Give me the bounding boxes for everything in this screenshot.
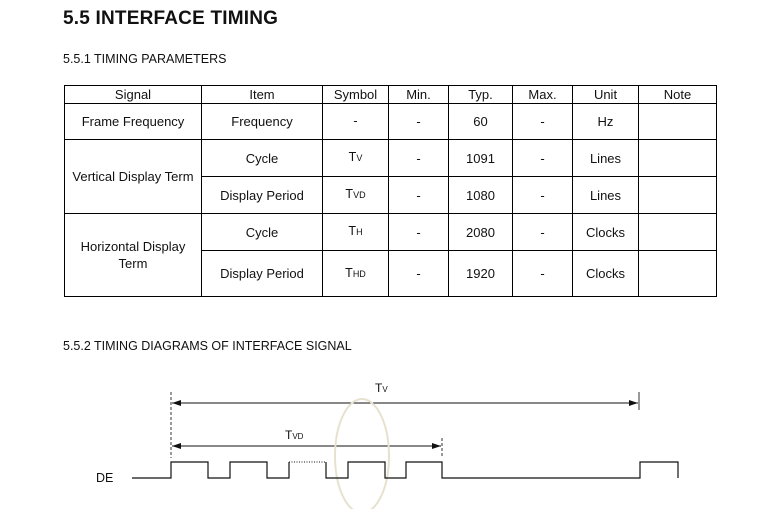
item-cell: Display Period <box>202 251 323 297</box>
min-cell: - <box>389 140 449 177</box>
item-cell: Display Period <box>202 177 323 214</box>
min-cell: - <box>389 177 449 214</box>
header-max: Max. <box>513 86 573 104</box>
item-cell: Cycle <box>202 140 323 177</box>
header-symbol: Symbol <box>323 86 389 104</box>
tv-label <box>375 381 388 395</box>
header-unit: Unit <box>573 86 639 104</box>
symbol-subscript: HD <box>352 268 366 279</box>
typ-cell: 2080 <box>449 214 513 251</box>
unit-cell: Hz <box>573 104 639 140</box>
typ-cell: 1091 <box>449 140 513 177</box>
tvd-arrow <box>172 443 441 449</box>
item-cell: Frequency <box>202 104 323 140</box>
header-typ: Typ. <box>449 86 513 104</box>
unit-cell: Lines <box>573 177 639 214</box>
typ-cell: 1920 <box>449 251 513 297</box>
header-note: Note <box>639 86 717 104</box>
signal-cell: Horizontal Display Term <box>65 214 202 297</box>
tvd-label-main: T <box>285 428 293 442</box>
unit-cell: Clocks <box>573 251 639 297</box>
tv-label-main: T <box>375 381 383 395</box>
unit-cell: Clocks <box>573 214 639 251</box>
tv-arrow <box>172 400 638 406</box>
symbol-subscript: V <box>356 153 363 163</box>
highlight-ellipse <box>335 399 389 509</box>
symbol-text: T <box>345 265 353 280</box>
de-waveform-continued <box>326 462 678 478</box>
min-cell: - <box>389 214 449 251</box>
max-cell: - <box>513 104 573 140</box>
symbol-text: T <box>348 150 357 164</box>
section-title: 5.5 INTERFACE TIMING <box>63 8 279 29</box>
header-signal: Signal <box>65 86 202 104</box>
symbol-subscript: H <box>356 227 363 237</box>
symbol-text: T <box>348 224 357 238</box>
typ-cell: 60 <box>449 104 513 140</box>
subsection-title-timing-diagrams: 5.5.2 TIMING DIAGRAMS OF INTERFACE SIGNAL <box>63 339 352 353</box>
min-cell: - <box>389 251 449 297</box>
item-cell: Cycle <box>202 214 323 251</box>
de-label: DE <box>96 471 114 485</box>
symbol-subscript: VD <box>353 190 366 200</box>
max-cell: - <box>513 177 573 214</box>
signal-cell: Frame Frequency <box>65 104 202 140</box>
max-cell: - <box>513 251 573 297</box>
symbol-text: T <box>345 187 354 201</box>
min-cell: - <box>389 104 449 140</box>
de-waveform <box>132 462 289 478</box>
unit-cell: Lines <box>573 140 639 177</box>
max-cell: - <box>513 214 573 251</box>
signal-cell: Vertical Display Term <box>65 140 202 214</box>
typ-cell: 1080 <box>449 177 513 214</box>
tvd-label-sub: VD <box>292 432 304 441</box>
symbol-text: - <box>353 113 358 128</box>
header-min: Min. <box>389 86 449 104</box>
subsection-title-timing-parameters: 5.5.1 TIMING PARAMETERS <box>63 52 227 66</box>
tvd-label <box>285 428 304 442</box>
tv-label-sub: V <box>382 385 388 394</box>
max-cell: - <box>513 140 573 177</box>
header-item: Item <box>202 86 323 104</box>
